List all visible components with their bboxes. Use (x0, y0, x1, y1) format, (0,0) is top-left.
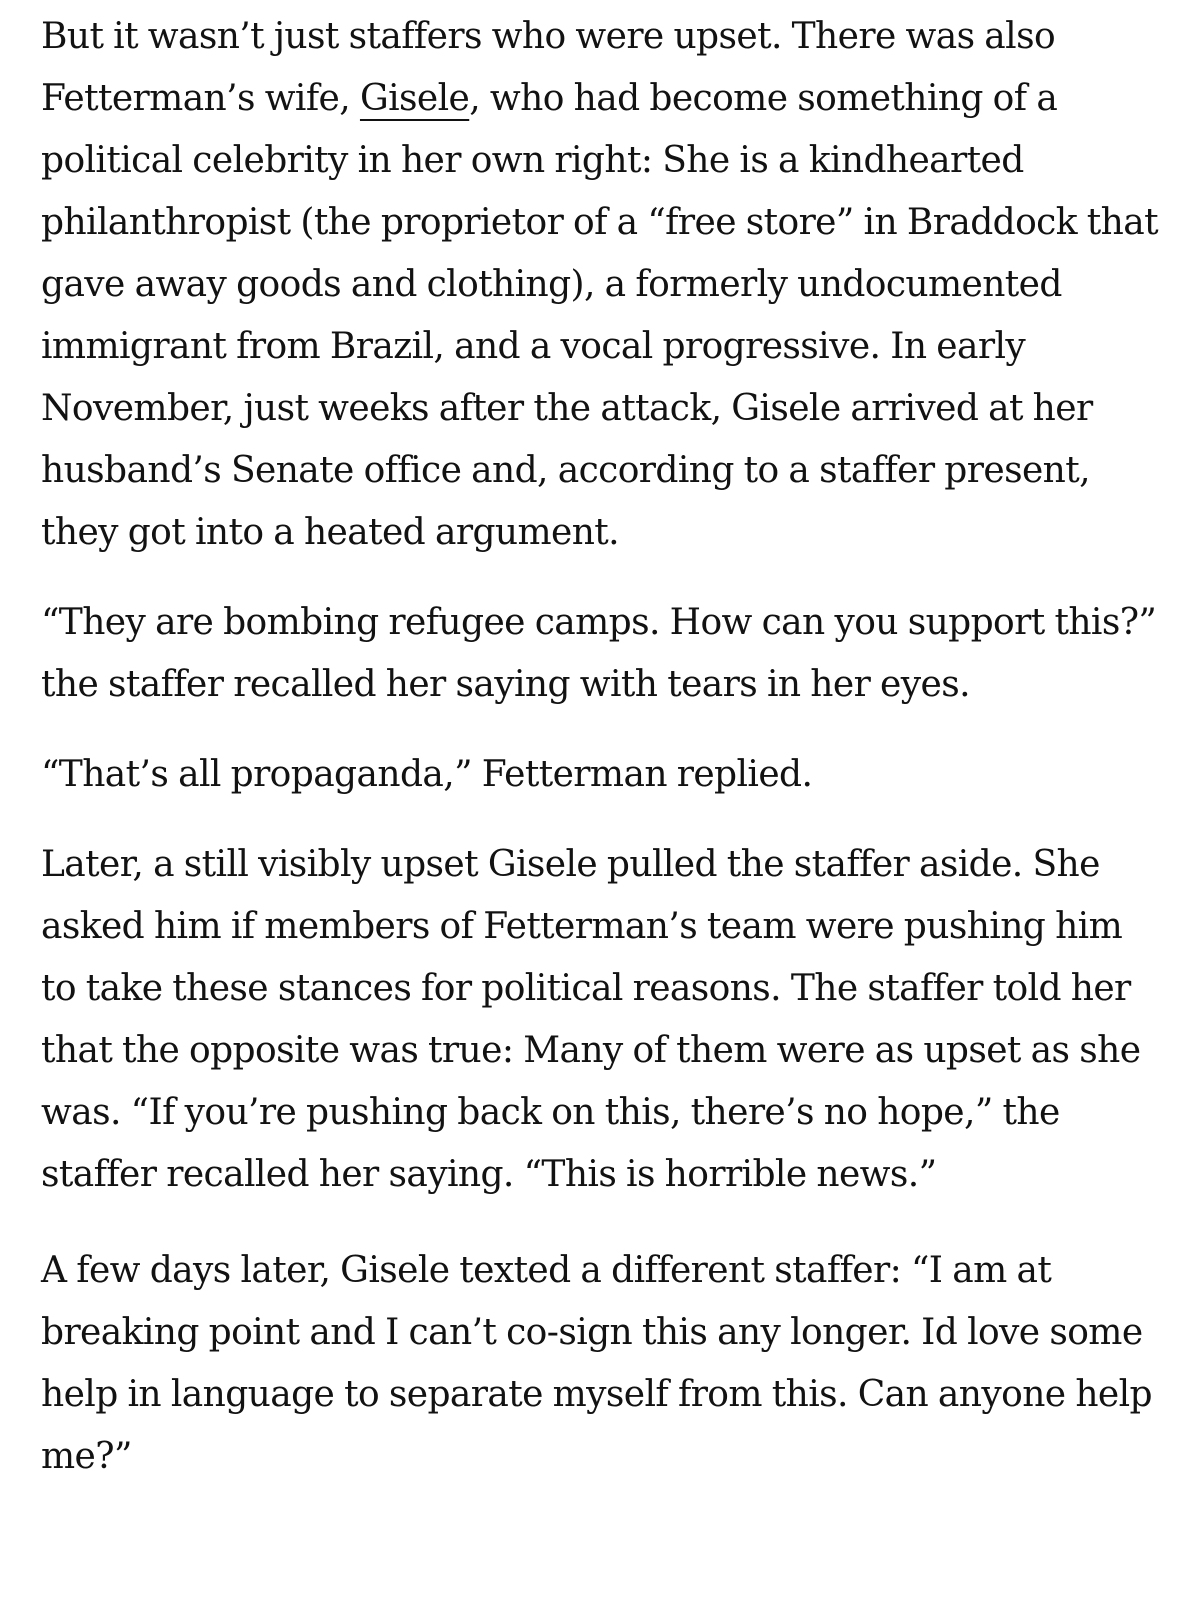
paragraph-3: “That’s all propaganda,” Fetterman replied. (41, 754, 813, 795)
paragraph-2: “They are bombing refugee camps. How can you support this?” the staffer recalled her saying with tears in her eyes. (41, 602, 1157, 705)
paragraph-1-text-start: But it wasn’t just staffers who were upset. There was also Fetterman’s wife, (41, 16, 1056, 119)
paragraph-1 (41, 6, 1166, 564)
paragraph-5: A few days later, Gisele texted a different staffer: “I am at breaking point and I can’t co-sign this any longer. Id love some help in language to separate myself from this. Can anyone help me?” (41, 1250, 1152, 1477)
gisele-link[interactable]: Gisele (359, 78, 470, 119)
paragraph-4: Later, a still visibly upset Gisele pulled the staffer aside. She asked him if members of Fetterman’s team were pushing him to take these stances for political reasons. The staffer told her that the opposite was true: Many of them were as upset as she was. “If you’re pushing back on this, there’s no hope,” the staffer recalled her saying. “This is horrible news.” (41, 844, 1141, 1195)
paragraph-1-text-end: , who had become something of a political celebrity in her own right: She is a kindhearted philanthropist (the proprietor of a “free store” in Braddock that gave away goods and clothing), a formerly undocumented immigrant from Brazil, and a vocal progressive. In early November, just weeks after the attack, Gisele arrived at her husband’s Senate office and, according to a staffer present, they got into a heated argument. (41, 78, 1158, 553)
article-body (41, 6, 1166, 1516)
